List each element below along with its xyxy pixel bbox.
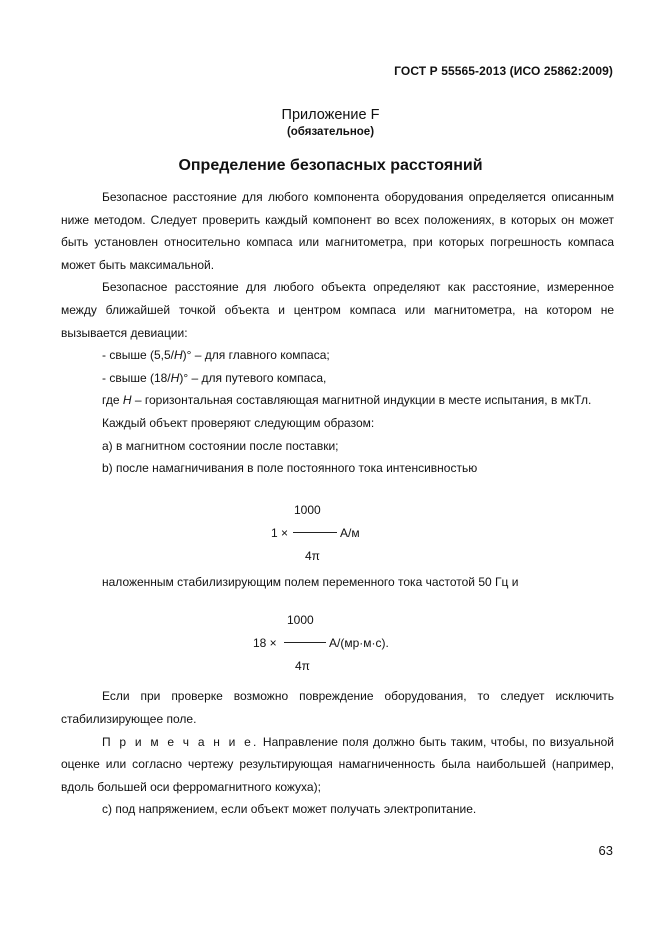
paragraph-damage: Если при проверке возможно повреждение оборудования, то следует исключить стабилизирующее поле. xyxy=(61,689,614,726)
formula-ac-field xyxy=(61,601,614,674)
var-h: H xyxy=(173,348,183,363)
body-text xyxy=(61,186,614,821)
var-h: H xyxy=(122,393,132,408)
list-item-main-compass-post: )° – для главного компаса; xyxy=(182,348,330,363)
formula-rhs: А/(мр·м·с). xyxy=(329,636,389,651)
list-item-steering-compass xyxy=(61,367,614,390)
paragraph-safe-distance-definition: Безопасное расстояние для любого объекта определяют как расстояние, измеренное между ближайшей точкой объекта и центром компаса или магнитометра, на котором не вызывается девиации: xyxy=(61,280,614,340)
var-h: H xyxy=(170,370,180,385)
note xyxy=(61,731,614,799)
fraction-bar xyxy=(293,532,337,533)
list-item-steering-compass-post: )° – для путевого компаса, xyxy=(179,370,327,385)
paragraph-where-h xyxy=(61,389,614,412)
formula-lhs: 1 × xyxy=(271,525,289,540)
formula-denominator: 4π xyxy=(295,659,310,674)
note-text: Направление поля должно быть таким, чтобы, по визуальной оценке или согласно чертежу результирующая намагниченность была наибольшей (например, вдоль большей оси ферромагнитного кожуха); xyxy=(61,734,614,794)
paragraph-check: Каждый объект проверяют следующим образом: xyxy=(102,415,375,430)
paragraph-safe-distance-method: Безопасное расстояние для любого компонента оборудования определяется описанным ниже методом. Следует проверить каждый компонент во всех положениях, в которых он может быть установлен относительно компаса или магнитометра, при которых погрешность компаса может быть максимальной. xyxy=(61,190,614,272)
formula-rhs: А/м xyxy=(340,525,360,540)
formula-dc-field xyxy=(61,489,614,563)
standard-header: ГОСТ Р 55565-2013 (ИСО 25862:2009) xyxy=(394,64,613,78)
paragraph-ac-field: наложенным стабилизирующим полем переменного тока частотой 50 Гц и xyxy=(102,574,519,589)
appendix-title: Приложение F xyxy=(281,107,380,123)
section-title: Определение безопасных расстояний xyxy=(178,157,483,174)
page-number: 63 xyxy=(598,843,613,858)
formula-numerator: 1000 xyxy=(287,613,314,628)
list-item-a: а) в магнитном состоянии после поставки; xyxy=(102,438,339,453)
where-pre: где xyxy=(102,393,123,408)
where-post: – горизонтальная составляющая магнитной индукции в месте испытания, в мкТл. xyxy=(131,393,592,408)
formula-numerator: 1000 xyxy=(294,502,321,517)
list-item-c: с) под напряжением, если объект может получать электропитание. xyxy=(102,802,477,817)
formula-denominator: 4π xyxy=(305,548,320,563)
appendix-subtitle: (обязательное) xyxy=(286,126,375,138)
list-item-b: b) после намагничивания в поле постоянного тока интенсивностью xyxy=(102,461,478,476)
note-label: П р и м е ч а н и е. xyxy=(102,734,259,749)
list-item-steering-compass-pre: - свыше (18/ xyxy=(102,370,171,385)
list-item-main-compass-pre: - свыше (5,5/ xyxy=(102,348,174,363)
formula-lhs: 18 × xyxy=(253,636,277,651)
list-item-main-compass xyxy=(61,344,614,367)
fraction-bar xyxy=(284,642,326,643)
